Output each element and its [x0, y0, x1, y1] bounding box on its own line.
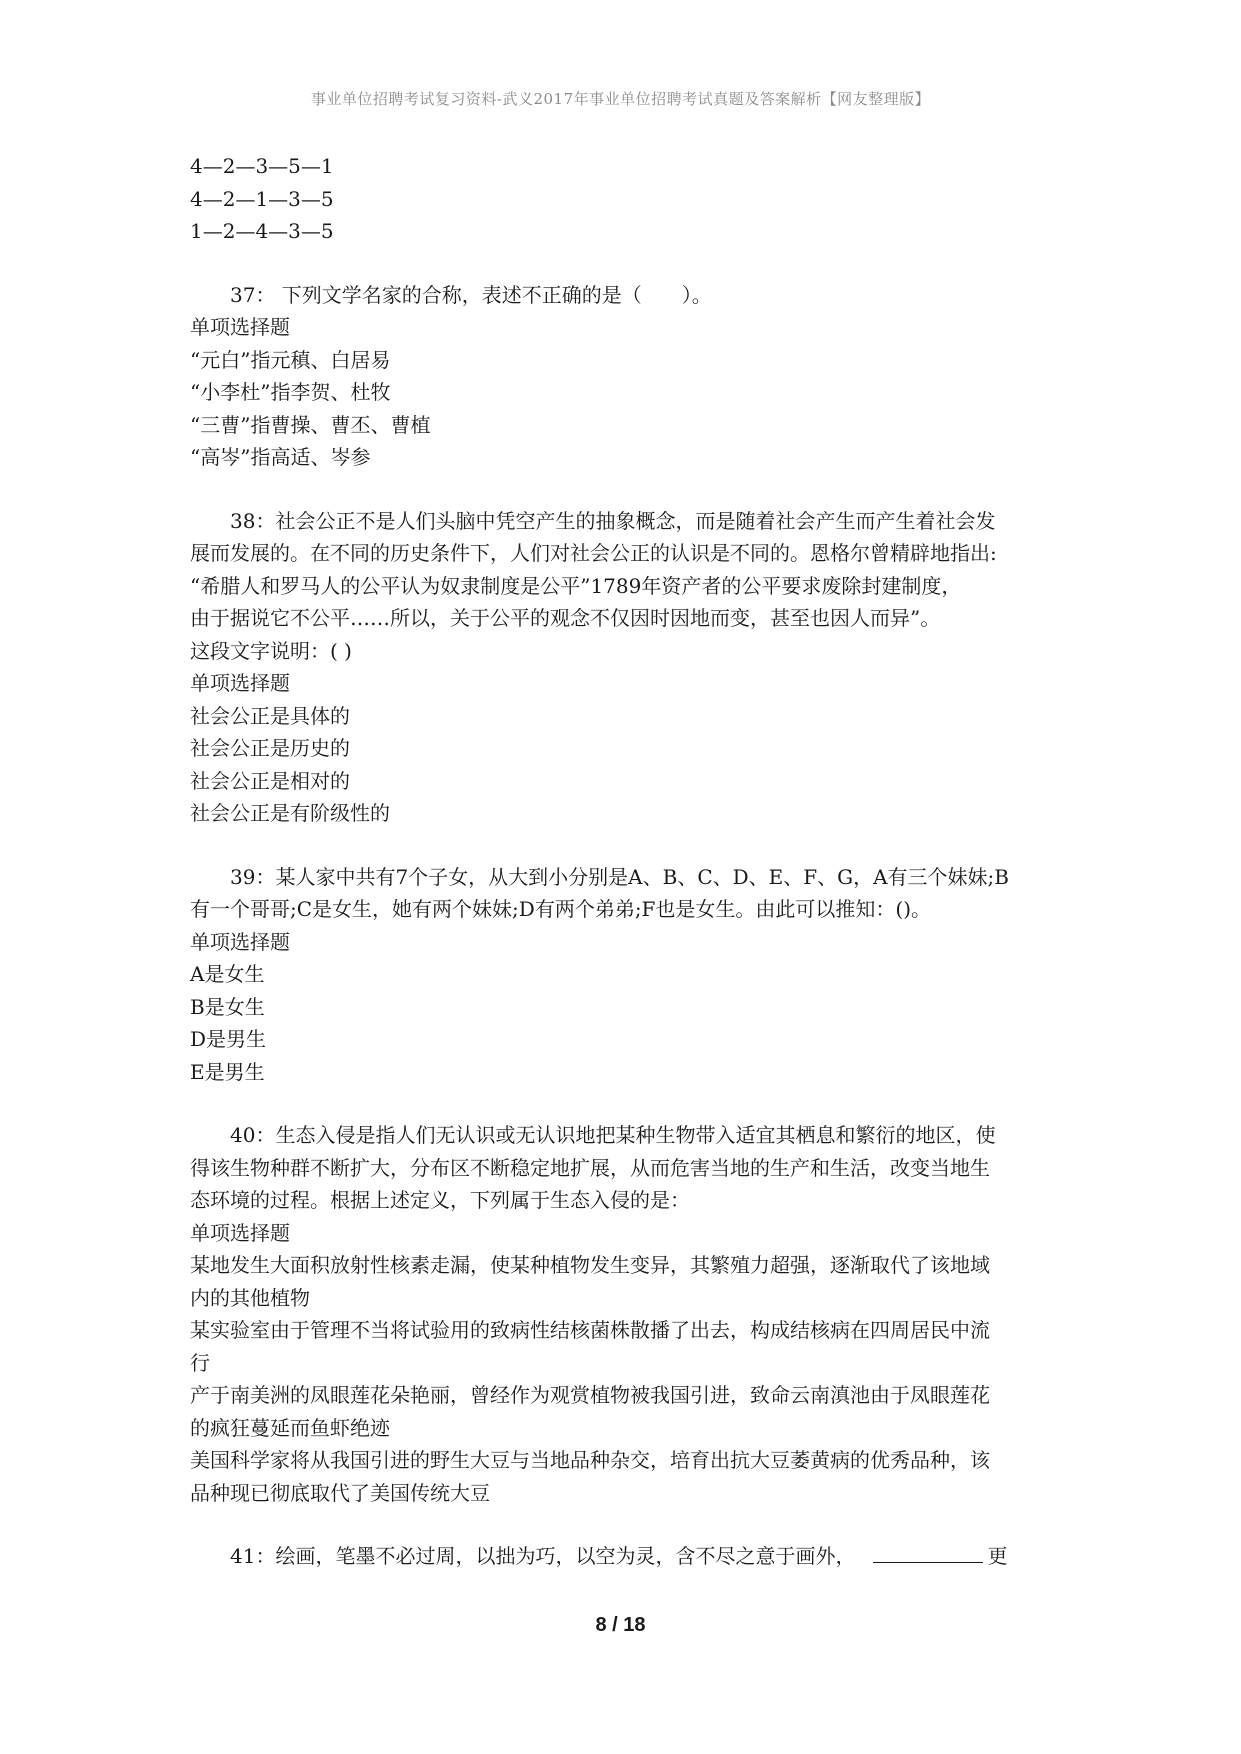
question-stem-line: 38：社会公正不是人们头脑中凭空产生的抽象概念，而是随着社会产生而产生着社会发 [230, 508, 996, 533]
option-line: 品种现已彻底取代了美国传统大豆 [190, 1480, 490, 1505]
option-line: 社会公正是具体的 [190, 703, 350, 728]
question-stem-start: 41：绘画，笔墨不必过周，以拙为巧，以空为灵，含不尽之意于画外， [230, 1544, 856, 1568]
question-37 [190, 279, 1060, 474]
question-stem-line: 40：生态入侵是指人们无认识或无认识地把某种生物带入适宜其栖息和繁衍的地区，使 [230, 1123, 996, 1147]
option-line: 某实验室由于管理不当将试验用的致病性结核菌株散播了出去，构成结核病在四周居民中流 [190, 1318, 990, 1342]
option-line: 1—2—4—3—5 [190, 219, 334, 243]
option-item [190, 1379, 1060, 1444]
option-line: “小李杜”指李贺、杜牧 [190, 380, 391, 404]
option-line: A是女生 [190, 962, 265, 986]
previous-question-options [190, 150, 1060, 248]
option-line: 社会公正是历史的 [190, 736, 350, 760]
question-stem-line [190, 1540, 1060, 1573]
option-line: 社会公正是相对的 [190, 768, 350, 793]
question-stem-line: 展而发展的。在不同的历史条件下，人们对社会公正的认识是不同的。恩格尔曾精辟地指出: [190, 541, 997, 565]
option-item [190, 1444, 1060, 1509]
option-line: “三曹”指曹操、曹丕、曹植 [190, 412, 431, 437]
question-stem-line: 这段文字说明：( ) [190, 638, 352, 663]
page-header: 事业单位招聘考试复习资料-武义2017年事业单位招聘考试真题及答案解析【网友整理版】 [310, 90, 931, 108]
option-line: D是男生 [190, 1027, 267, 1051]
option-line: 的疯狂蔓延而鱼虾绝迹 [190, 1415, 390, 1440]
option-item [190, 1249, 1060, 1314]
question-40 [190, 1119, 1060, 1509]
question-stem-line: “希腊人和罗马人的公平认为奴隶制度是公平”1789年资产者的公平要求废除封建制度， [190, 573, 962, 598]
question-stem-end: 更 [987, 1544, 1008, 1568]
question-stem-line: 有一个哥哥;C是女生，她有两个妹妹;D有两个弟弟;F也是女生。由此可以推知：()。 [190, 897, 932, 921]
question-41 [190, 1540, 1060, 1573]
question-stem-line: 得该生物种群不断扩大，分布区不断稳定地扩展，从而危害当地的生产和生活，改变当地生 [190, 1155, 990, 1180]
option-line: 美国科学家将从我国引进的野生大豆与当地品种杂交，培育出抗大豆萎黄病的优秀品种，该 [190, 1448, 990, 1472]
option-line: 某地发生大面积放射性核素走漏，使某种植物发生变异，其繁殖力超强，逐渐取代了该地域 [190, 1253, 990, 1277]
question-39 [190, 861, 1060, 1089]
question-stem-line: 由于据说它不公平……所以，关于公平的观念不仅因时因地而变，甚至也因人而异”。 [190, 606, 941, 630]
option-line: “元白”指元稹、白居易 [190, 347, 391, 372]
question-38 [190, 505, 1060, 830]
question-type: 单项选择题 [190, 315, 290, 339]
option-line: B是女生 [190, 994, 265, 1019]
fill-in-blank [873, 1540, 983, 1563]
question-stem-line: 态环境的过程。根据上述定义，下列属于生态入侵的是： [190, 1188, 690, 1212]
question-type: 单项选择题 [190, 929, 290, 954]
option-item [190, 1314, 1060, 1379]
question-stem: 37： 下列文学名家的合称，表述不正确的是（ ）。 [230, 282, 712, 307]
option-line: 社会公正是有阶级性的 [190, 801, 390, 825]
option-line: 产于南美洲的凤眼莲花朵艳丽，曾经作为观赏植物被我国引进，致命云南滇池由于凤眼莲花 [190, 1383, 990, 1407]
page-number: 8 / 18 [595, 1614, 646, 1636]
option-line: E是男生 [190, 1059, 265, 1084]
option-line: 行 [190, 1350, 210, 1375]
option-line: 4—2—3—5—1 [190, 154, 334, 178]
question-type: 单项选择题 [190, 671, 290, 695]
question-stem-line: 39：某人家中共有7个子女，从大到小分别是A、B、C、D、E、F、G，A有三个妹妹;B [230, 864, 1009, 889]
option-line: “高岑”指高适、岑参 [190, 445, 371, 469]
option-line: 4—2—1—3—5 [190, 186, 334, 211]
document-body [190, 150, 1060, 1573]
question-type: 单项选择题 [190, 1220, 290, 1245]
option-line: 内的其他植物 [190, 1285, 310, 1310]
